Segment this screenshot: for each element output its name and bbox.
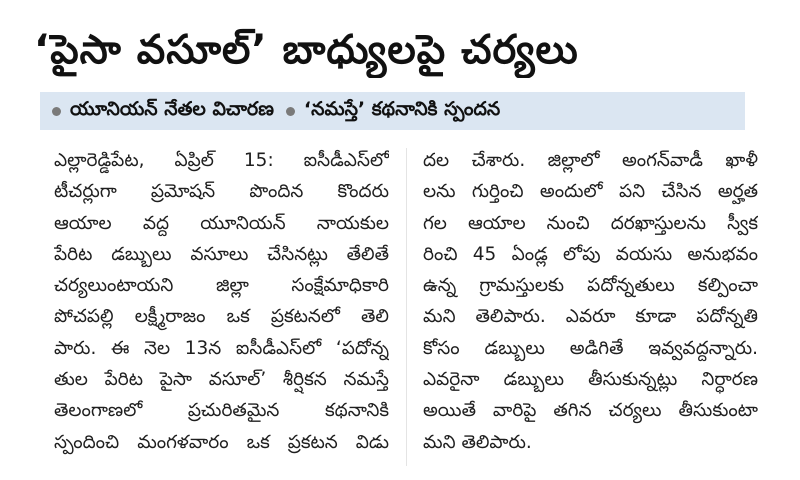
bullet-icon bbox=[52, 107, 61, 116]
article-line: మని తెలిపారు. ఎవరూ కూడా పదోన్నతి bbox=[423, 306, 758, 328]
subheadline-part-2: ‘నమస్తే’ కథనానికి స్పందన bbox=[303, 97, 501, 120]
article-line: ఉన్న గ్రామస్తులకు పదోన్నతులు కల్పించా bbox=[423, 275, 758, 297]
subheadline-bar bbox=[40, 92, 745, 130]
article-line: లను గుర్తించి అందులో పని చేసిన అర్హత bbox=[423, 181, 758, 203]
headline: ‘పైసా వసూల్’ బాధ్యులపై చర్యలు bbox=[34, 27, 579, 73]
article-line: గల ఆయాల నుంచి దరఖాస్తులను స్వీక bbox=[423, 212, 758, 234]
article-line: పోచపల్లి లక్ష్మీరాజం ఒక ప్రకటనలో తెలి bbox=[54, 306, 389, 328]
article-line: చర్యలుంటాయని జిల్లా సంక్షేమాధికారి bbox=[54, 275, 389, 297]
article-line: ఆయాల వద్ద యూనియన్ నాయకుల bbox=[54, 212, 389, 234]
article-line: దల చేశారు. జిల్లాలో అంగన్‌వాడీ ఖాళీ bbox=[423, 150, 758, 171]
article-line: టీచర్లుగా ప్రమోషన్ పొందిన కొందరు bbox=[54, 181, 389, 203]
bullet-icon bbox=[286, 107, 295, 116]
article-right-column bbox=[423, 145, 758, 470]
article-line: రించి 45 ఏండ్ల లోపు వయసు అనుభవం bbox=[423, 243, 758, 265]
article-line: అయితే వారిపై తగిన చర్యలు తీసుకుంటా bbox=[423, 400, 758, 422]
article-line: మని తెలిపారు. bbox=[423, 431, 532, 453]
column-divider bbox=[406, 148, 407, 466]
subheadline-part-1: యూనియన్ నేతల విచారణ bbox=[70, 97, 274, 120]
article-line: తుల పేరిట పైసా వసూల్’ శీర్షికన నమస్తే bbox=[54, 369, 389, 391]
article-line: పారు. ఈ నెల 13న ఐసీడీఎస్‌లో ‘పదోన్న bbox=[54, 337, 389, 359]
article-line: కోసం డబ్బులు అడిగితే ఇవ్వవద్దన్నారు. bbox=[423, 337, 758, 359]
article-line: ఎవరైనా డబ్బులు తీసుకున్నట్లు నిర్ధారణ bbox=[423, 369, 758, 391]
article-line: పేరిట డబ్బులు వసూలు చేసినట్లు తేలితే bbox=[54, 243, 389, 265]
article-line: స్పందించి మంగళవారం ఒక ప్రకటన విడు bbox=[54, 431, 389, 453]
article-left-column bbox=[54, 145, 389, 470]
article-line: తెలంగాణలో ప్రచురితమైన కథనానికి bbox=[54, 400, 389, 422]
article-line: ఎల్లారెడ్డిపేట, ఏప్రిల్ 15: ఐసీడీఎస్‌లో bbox=[54, 150, 389, 171]
